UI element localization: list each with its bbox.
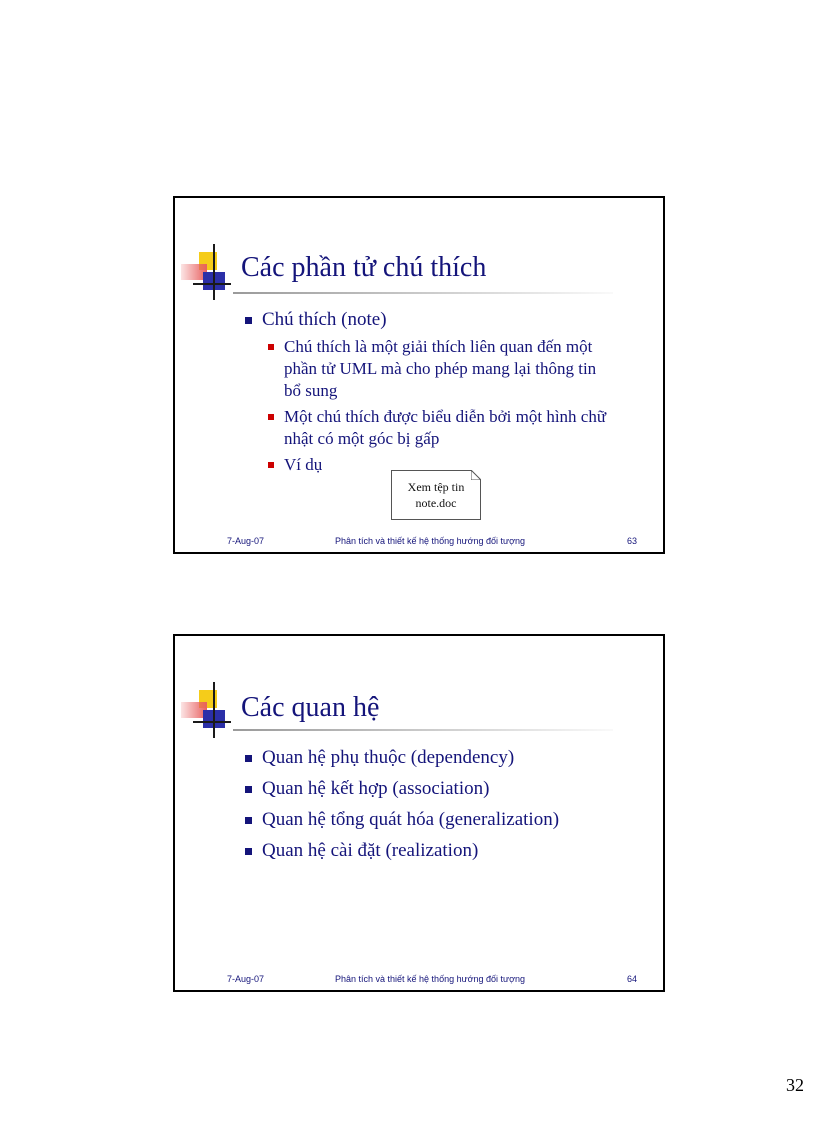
title-divider (233, 292, 613, 294)
slide-title: Các phần tử chú thích (241, 252, 487, 283)
slide-logo-icon (179, 244, 235, 302)
sub-bullet-item: Ví dụ (245, 454, 614, 476)
bullet-item: Quan hệ tổng quát hóa (generalization) (245, 808, 559, 832)
slide-64 (173, 634, 665, 992)
page-number: 32 (786, 1075, 804, 1095)
footer-date: 7-Aug-07 (227, 974, 265, 984)
folded-corner-icon (471, 470, 481, 480)
note-line-1: Xem tệp tin (407, 480, 465, 494)
bullet-item: Quan hệ kết hợp (association) (245, 777, 559, 801)
uml-note-box (391, 470, 481, 520)
slide-number: 63 (627, 536, 638, 546)
sub-bullet-item: Chú thích là một giải thích liên quan đến một phần tử UML mà cho phép mang lại thông tin bổ sung (245, 336, 614, 402)
slide-63 (173, 196, 665, 554)
bullet-item: Chú thích (note) (245, 308, 614, 332)
note-line-2: note.doc (415, 496, 457, 510)
slide-logo-icon (179, 682, 235, 740)
slide-title: Các quan hệ (241, 692, 380, 723)
bullet-item: Quan hệ cài đặt (realization) (245, 839, 559, 863)
footer-course: Phân tích và thiết kế hệ thống hướng đối tượng (335, 536, 525, 546)
bullet-list (245, 308, 614, 476)
bullet-item: Quan hệ phụ thuộc (dependency) (245, 746, 559, 770)
bullet-list (245, 746, 559, 870)
slide-number: 64 (627, 974, 638, 984)
title-divider (233, 729, 613, 731)
sub-bullet-item: Một chú thích được biểu diễn bởi một hình chữ nhật có một góc bị gấp (245, 406, 614, 450)
footer-date: 7-Aug-07 (227, 536, 265, 546)
footer-course: Phân tích và thiết kế hệ thống hướng đối tượng (335, 974, 525, 984)
